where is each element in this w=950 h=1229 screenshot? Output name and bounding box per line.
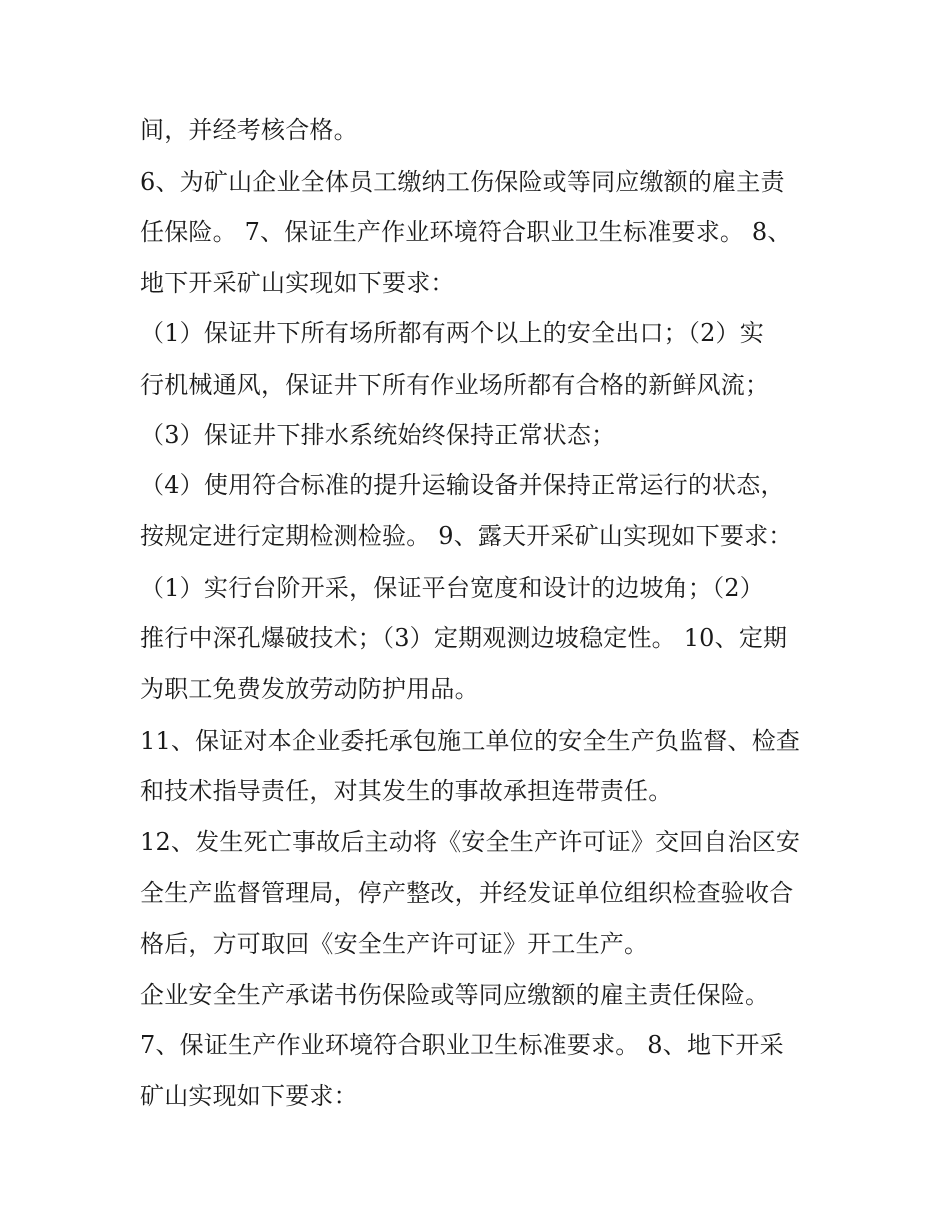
text-line-8: （4）使用符合标准的提升运输设备并保持正常运行的状态，	[140, 471, 785, 499]
text-line-3: 任保险。 7、保证生产作业环境符合职业卫生标准要求。 8、	[140, 218, 792, 246]
text-line-14: 和技术指导责任，对其发生的事故承担连带责任。	[140, 777, 673, 805]
text-line-1: 间，并经考核合格。	[140, 116, 358, 144]
text-line-4: 地下开采矿山实现如下要求：	[140, 269, 455, 297]
text-line-7: （3）保证井下排水系统始终保持正常状态；	[140, 421, 616, 449]
text-line-6: 行机械通风，保证井下所有作业场所都有合格的新鲜风流；	[140, 371, 770, 399]
text-line-15: 12、发生死亡事故后主动将《安全生产许可证》交回自治区安	[140, 828, 801, 856]
text-line-17: 格后，方可取回《安全生产许可证》开工生产。	[140, 930, 649, 958]
text-line-16: 全生产监督管理局，停产整改，并经发证单位组织检查验收合	[140, 879, 794, 907]
text-line-20: 矿山实现如下要求：	[140, 1082, 358, 1110]
text-line-19: 7、保证生产作业环境符合职业卫生标准要求。 8、地下开采	[140, 1031, 784, 1059]
text-line-9: 按规定进行定期检测检验。 9、露天开采矿山实现如下要求：	[140, 522, 793, 550]
text-line-2: 6、为矿山企业全体员工缴纳工伤保险或等同应缴额的雇主责	[140, 168, 785, 196]
text-line-10: （1）实行台阶开采，保证平台宽度和设计的边坡角；（2）	[140, 574, 764, 602]
text-line-11: 推行中深孔爆破技术；（3）定期观测边坡稳定性。 10、定期	[140, 624, 788, 652]
text-line-13: 11、保证对本企业委托承包施工单位的安全生产负监督、检查	[140, 727, 801, 755]
text-line-12: 为职工免费发放劳动防护用品。	[140, 675, 479, 703]
text-line-5: （1）保证井下所有场所都有两个以上的安全出口；（2）实	[140, 319, 764, 347]
text-line-18: 企业安全生产承诺书伤保险或等同应缴额的雇主责任保险。	[140, 981, 770, 1009]
